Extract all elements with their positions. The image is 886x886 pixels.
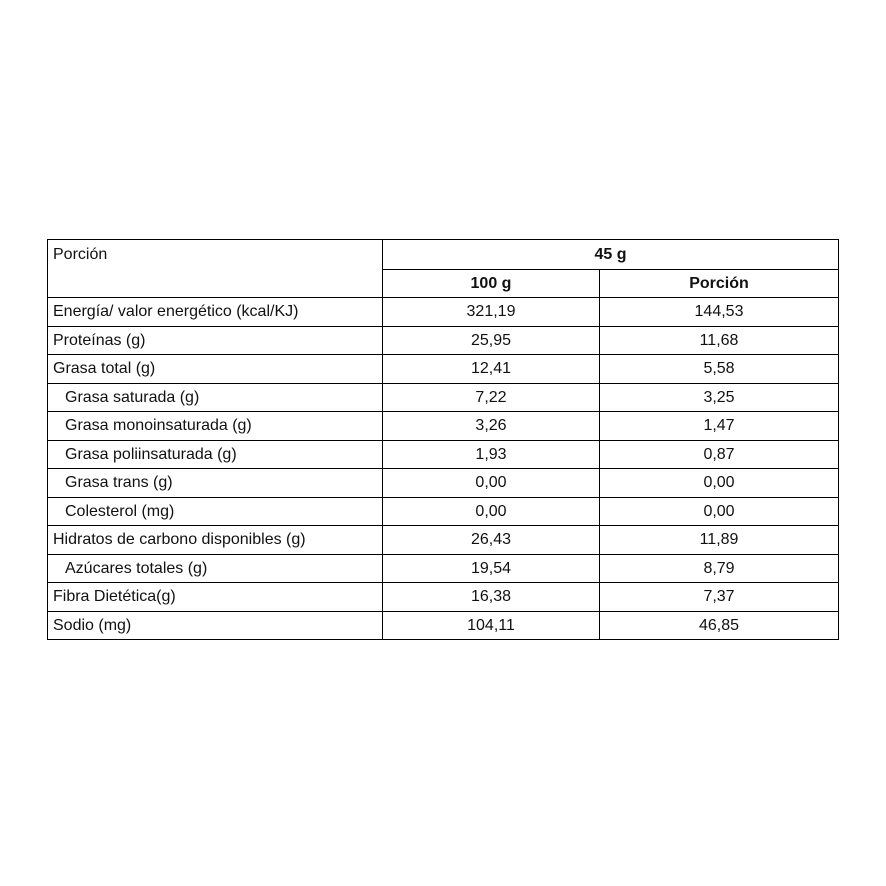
column-header-row (48, 269, 839, 298)
value-per-100g: 1,93 (383, 440, 600, 469)
value-per-100g: 0,00 (383, 469, 600, 498)
value-per-portion: 144,53 (600, 298, 839, 327)
table-row (48, 583, 839, 612)
table-row (48, 355, 839, 384)
column-header-portion: Porción (600, 269, 839, 298)
nutrient-label: Grasa saturada (g) (48, 383, 383, 412)
value-per-100g: 12,41 (383, 355, 600, 384)
nutrient-label: Fibra Dietética(g) (48, 583, 383, 612)
table-row (48, 326, 839, 355)
nutrient-label: Grasa trans (g) (48, 469, 383, 498)
nutrient-label: Sodio (mg) (48, 611, 383, 640)
value-per-100g: 3,26 (383, 412, 600, 441)
column-header-blank (48, 269, 383, 298)
value-per-100g: 321,19 (383, 298, 600, 327)
nutrient-label: Grasa poliinsaturada (g) (48, 440, 383, 469)
table-row (48, 383, 839, 412)
value-per-portion: 7,37 (600, 583, 839, 612)
value-per-portion: 5,58 (600, 355, 839, 384)
table-row (48, 412, 839, 441)
value-per-100g: 7,22 (383, 383, 600, 412)
nutrient-label: Grasa total (g) (48, 355, 383, 384)
value-per-100g: 25,95 (383, 326, 600, 355)
value-per-100g: 0,00 (383, 497, 600, 526)
nutrient-rows (48, 298, 839, 640)
table-row (48, 298, 839, 327)
value-per-portion: 0,87 (600, 440, 839, 469)
value-per-portion: 0,00 (600, 469, 839, 498)
nutrient-label: Hidratos de carbono disponibles (g) (48, 526, 383, 555)
value-per-portion: 46,85 (600, 611, 839, 640)
value-per-portion: 0,00 (600, 497, 839, 526)
table-row (48, 526, 839, 555)
value-per-100g: 19,54 (383, 554, 600, 583)
nutrient-label: Proteínas (g) (48, 326, 383, 355)
nutrient-label: Azúcares totales (g) (48, 554, 383, 583)
value-per-100g: 16,38 (383, 583, 600, 612)
value-per-100g: 104,11 (383, 611, 600, 640)
value-per-portion: 11,89 (600, 526, 839, 555)
value-per-portion: 8,79 (600, 554, 839, 583)
table-row (48, 469, 839, 498)
value-per-portion: 11,68 (600, 326, 839, 355)
portion-row (48, 240, 839, 270)
value-per-portion: 1,47 (600, 412, 839, 441)
value-per-100g: 26,43 (383, 526, 600, 555)
nutrient-label: Energía/ valor energético (kcal/KJ) (48, 298, 383, 327)
table-row (48, 554, 839, 583)
nutrition-table (47, 239, 839, 640)
nutrient-label: Grasa monoinsaturada (g) (48, 412, 383, 441)
value-per-portion: 3,25 (600, 383, 839, 412)
column-header-100g: 100 g (383, 269, 600, 298)
table-row (48, 611, 839, 640)
portion-value: 45 g (383, 240, 839, 270)
table-row (48, 440, 839, 469)
nutrient-label: Colesterol (mg) (48, 497, 383, 526)
nutrition-table-container (47, 239, 838, 640)
portion-label: Porción (48, 240, 383, 270)
table-row (48, 497, 839, 526)
